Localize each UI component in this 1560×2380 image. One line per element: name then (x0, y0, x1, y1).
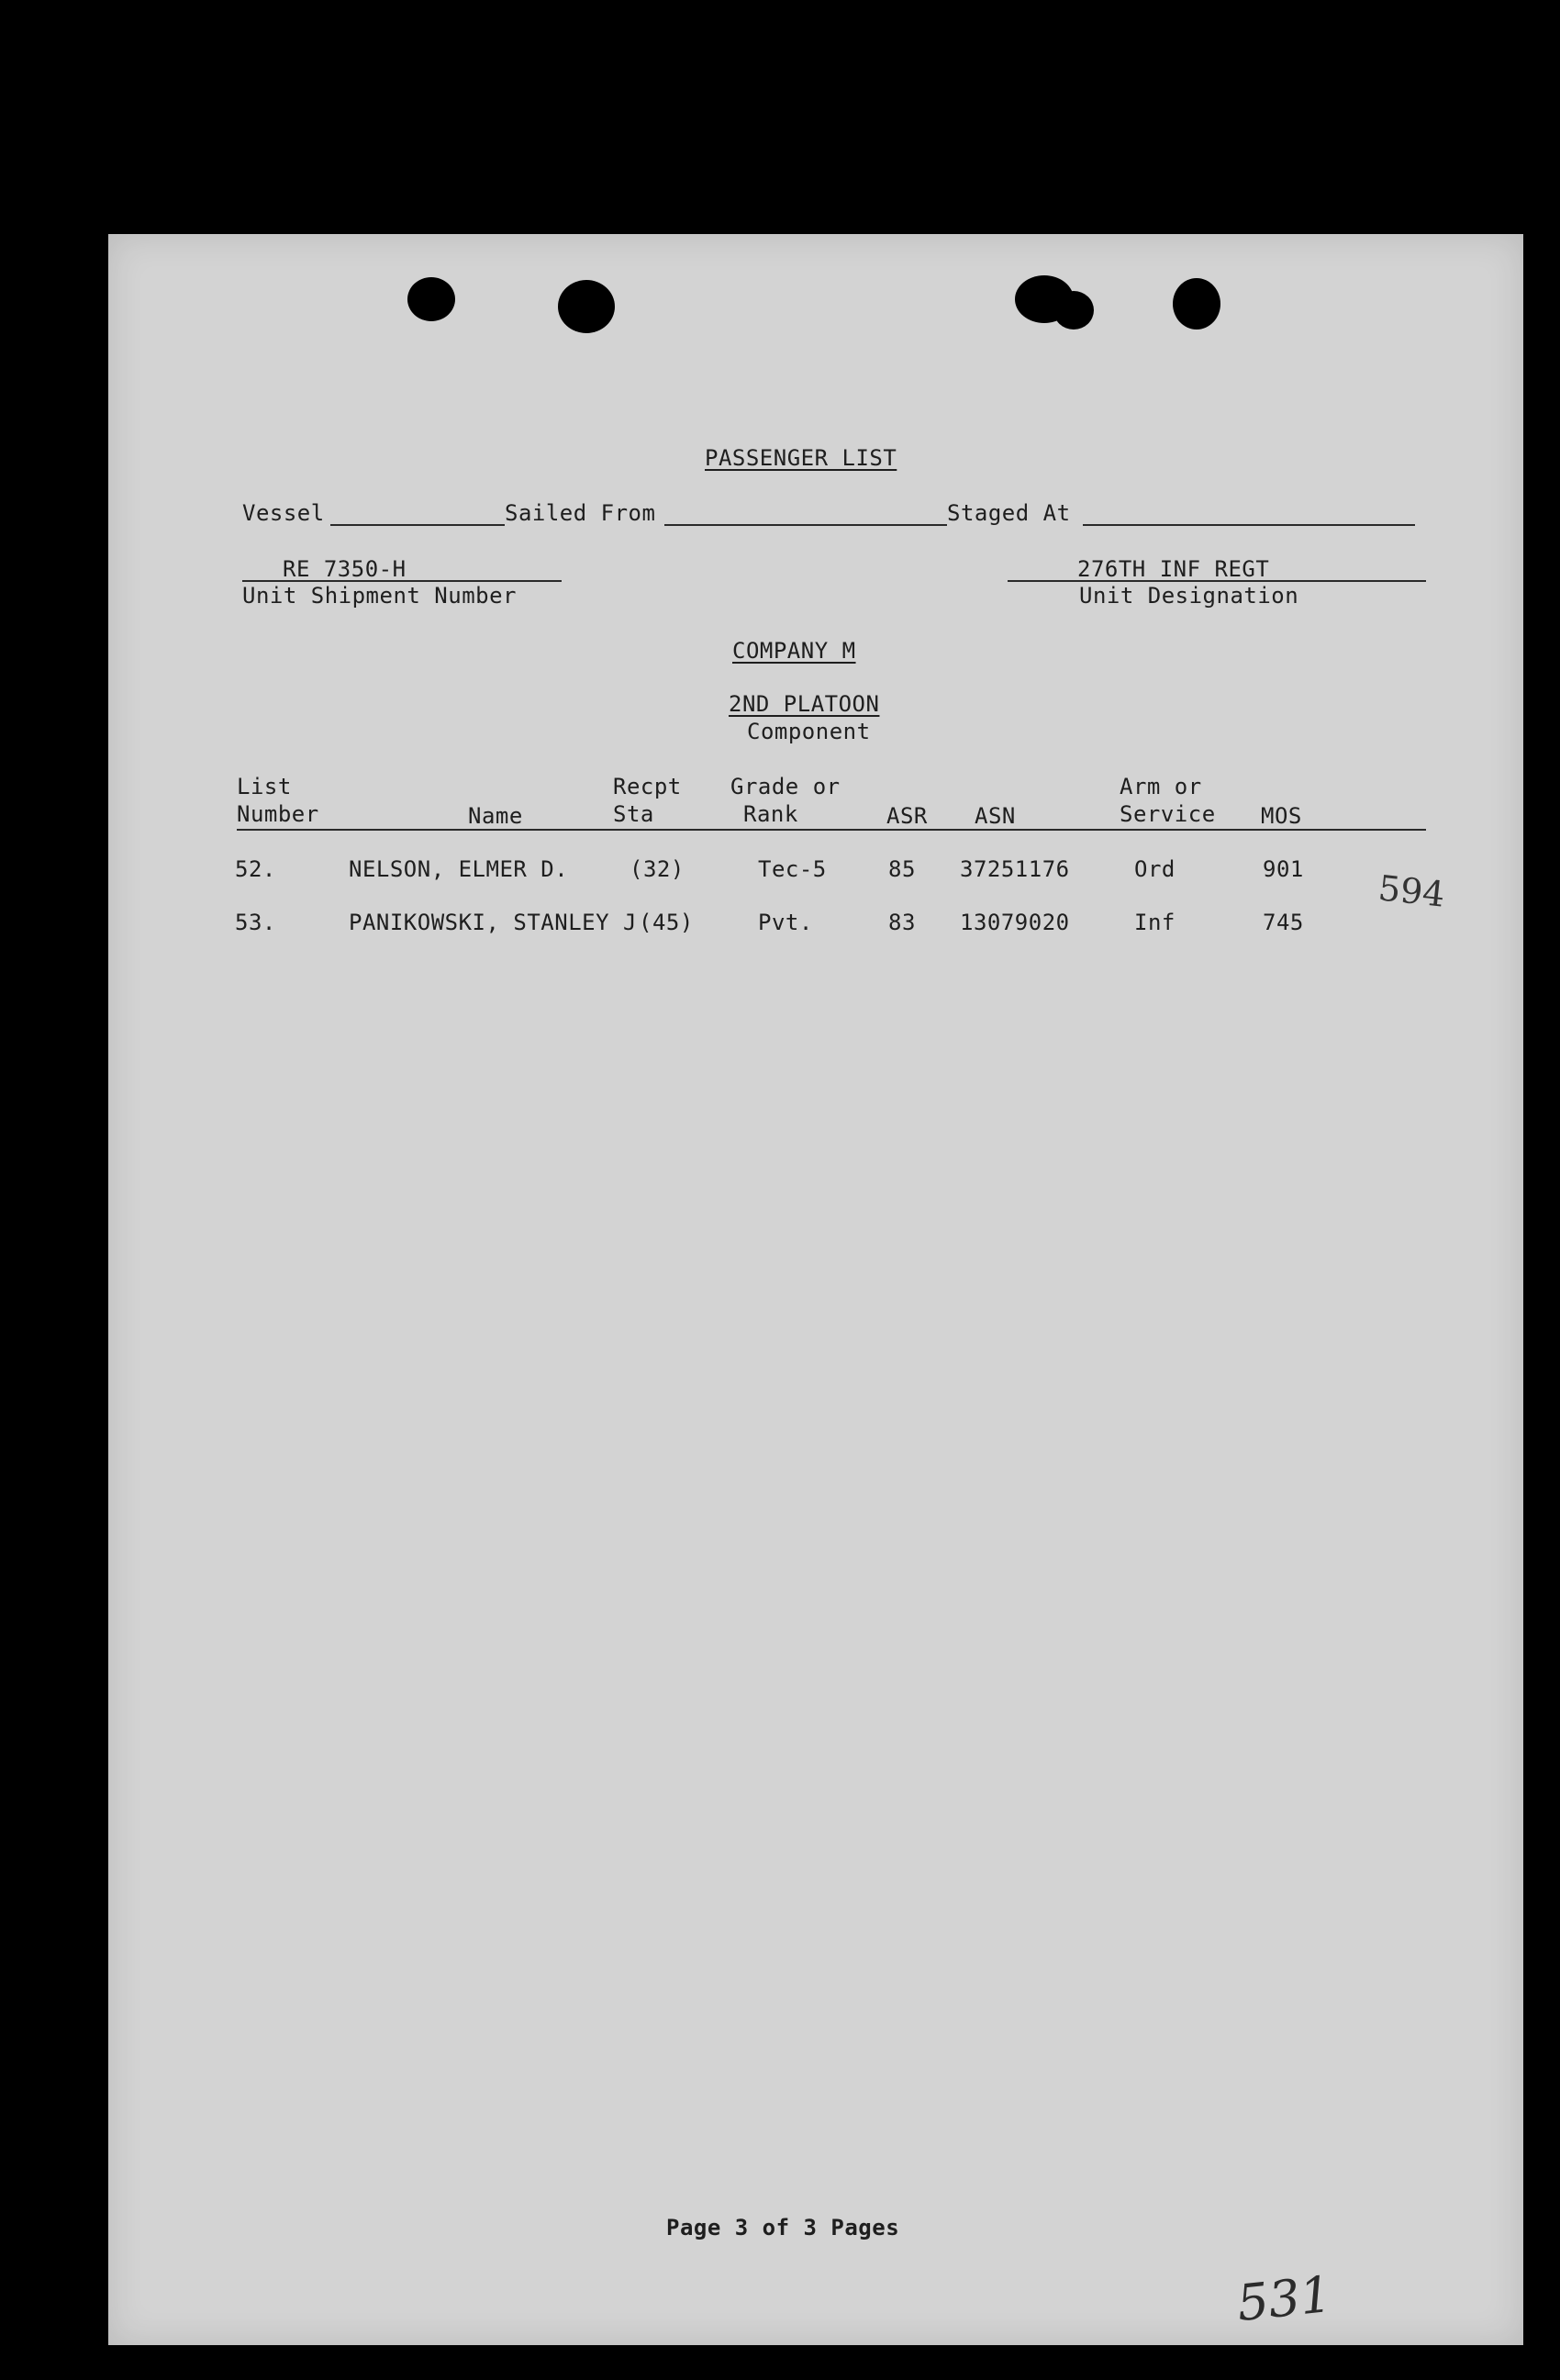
shipment-number-line (242, 580, 562, 582)
vessel-line (330, 524, 505, 526)
staged-at-line (1083, 524, 1415, 526)
header-name: Name (468, 803, 523, 829)
row-asn: 13079020 (960, 910, 1070, 935)
sailed-from-label: Sailed From (505, 500, 656, 526)
component-label: Component (747, 719, 871, 744)
header-list-number: List (237, 774, 292, 799)
stamp-number: 594 (1376, 867, 1447, 915)
row-arm-service: Inf (1134, 910, 1176, 935)
page-footer: Page 3 of 3 Pages (666, 2215, 900, 2240)
component-value: 2ND PLATOON (729, 691, 880, 717)
row-grade: Pvt. (758, 910, 813, 935)
shipment-number-value: RE 7350-H (283, 556, 407, 582)
punch-hole (558, 280, 615, 333)
row-name: NELSON, ELMER D. (349, 856, 569, 882)
row-grade: Tec-5 (758, 856, 827, 882)
header-grade-rank: Rank (743, 801, 798, 827)
row-asr: 83 (888, 910, 916, 935)
punch-hole (1173, 278, 1220, 330)
unit-designation-value: 276TH INF REGT (1077, 556, 1270, 582)
row-mos: 901 (1263, 856, 1304, 882)
header-rule (237, 829, 1426, 831)
row-name: PANIKOWSKI, STANLEY J (349, 910, 637, 935)
row-mos: 745 (1263, 910, 1304, 935)
row-asn: 37251176 (960, 856, 1070, 882)
header-asn: ASN (975, 803, 1016, 829)
row-recpt-sta: (45) (639, 910, 694, 935)
header-mos: MOS (1261, 803, 1302, 829)
punch-hole (1053, 291, 1094, 330)
row-list-number: 52. (235, 856, 276, 882)
document-title: PASSENGER LIST (705, 445, 897, 471)
document-page (108, 234, 1523, 2345)
row-list-number: 53. (235, 910, 276, 935)
unit-designation-line (1008, 580, 1426, 582)
punch-hole (407, 277, 455, 321)
header-arm-service: Arm or (1120, 774, 1202, 799)
header-grade-rank: Grade or (730, 774, 841, 799)
row-recpt-sta: (32) (630, 856, 685, 882)
vessel-label: Vessel (242, 500, 325, 526)
shipment-number-label: Unit Shipment Number (242, 583, 517, 609)
staged-at-label: Staged At (947, 500, 1071, 526)
row-asr: 85 (888, 856, 916, 882)
row-arm-service: Ord (1134, 856, 1176, 882)
header-recpt-sta: Recpt (613, 774, 682, 799)
header-asr: ASR (886, 803, 928, 829)
company-name: COMPANY M (732, 638, 856, 664)
handwritten-page-number: 531 (1233, 2264, 1335, 2333)
header-list-number: Number (237, 801, 319, 827)
header-recpt-sta: Sta (613, 801, 654, 827)
unit-designation-label: Unit Designation (1079, 583, 1299, 609)
sailed-from-line (664, 524, 947, 526)
header-arm-service: Service (1120, 801, 1216, 827)
